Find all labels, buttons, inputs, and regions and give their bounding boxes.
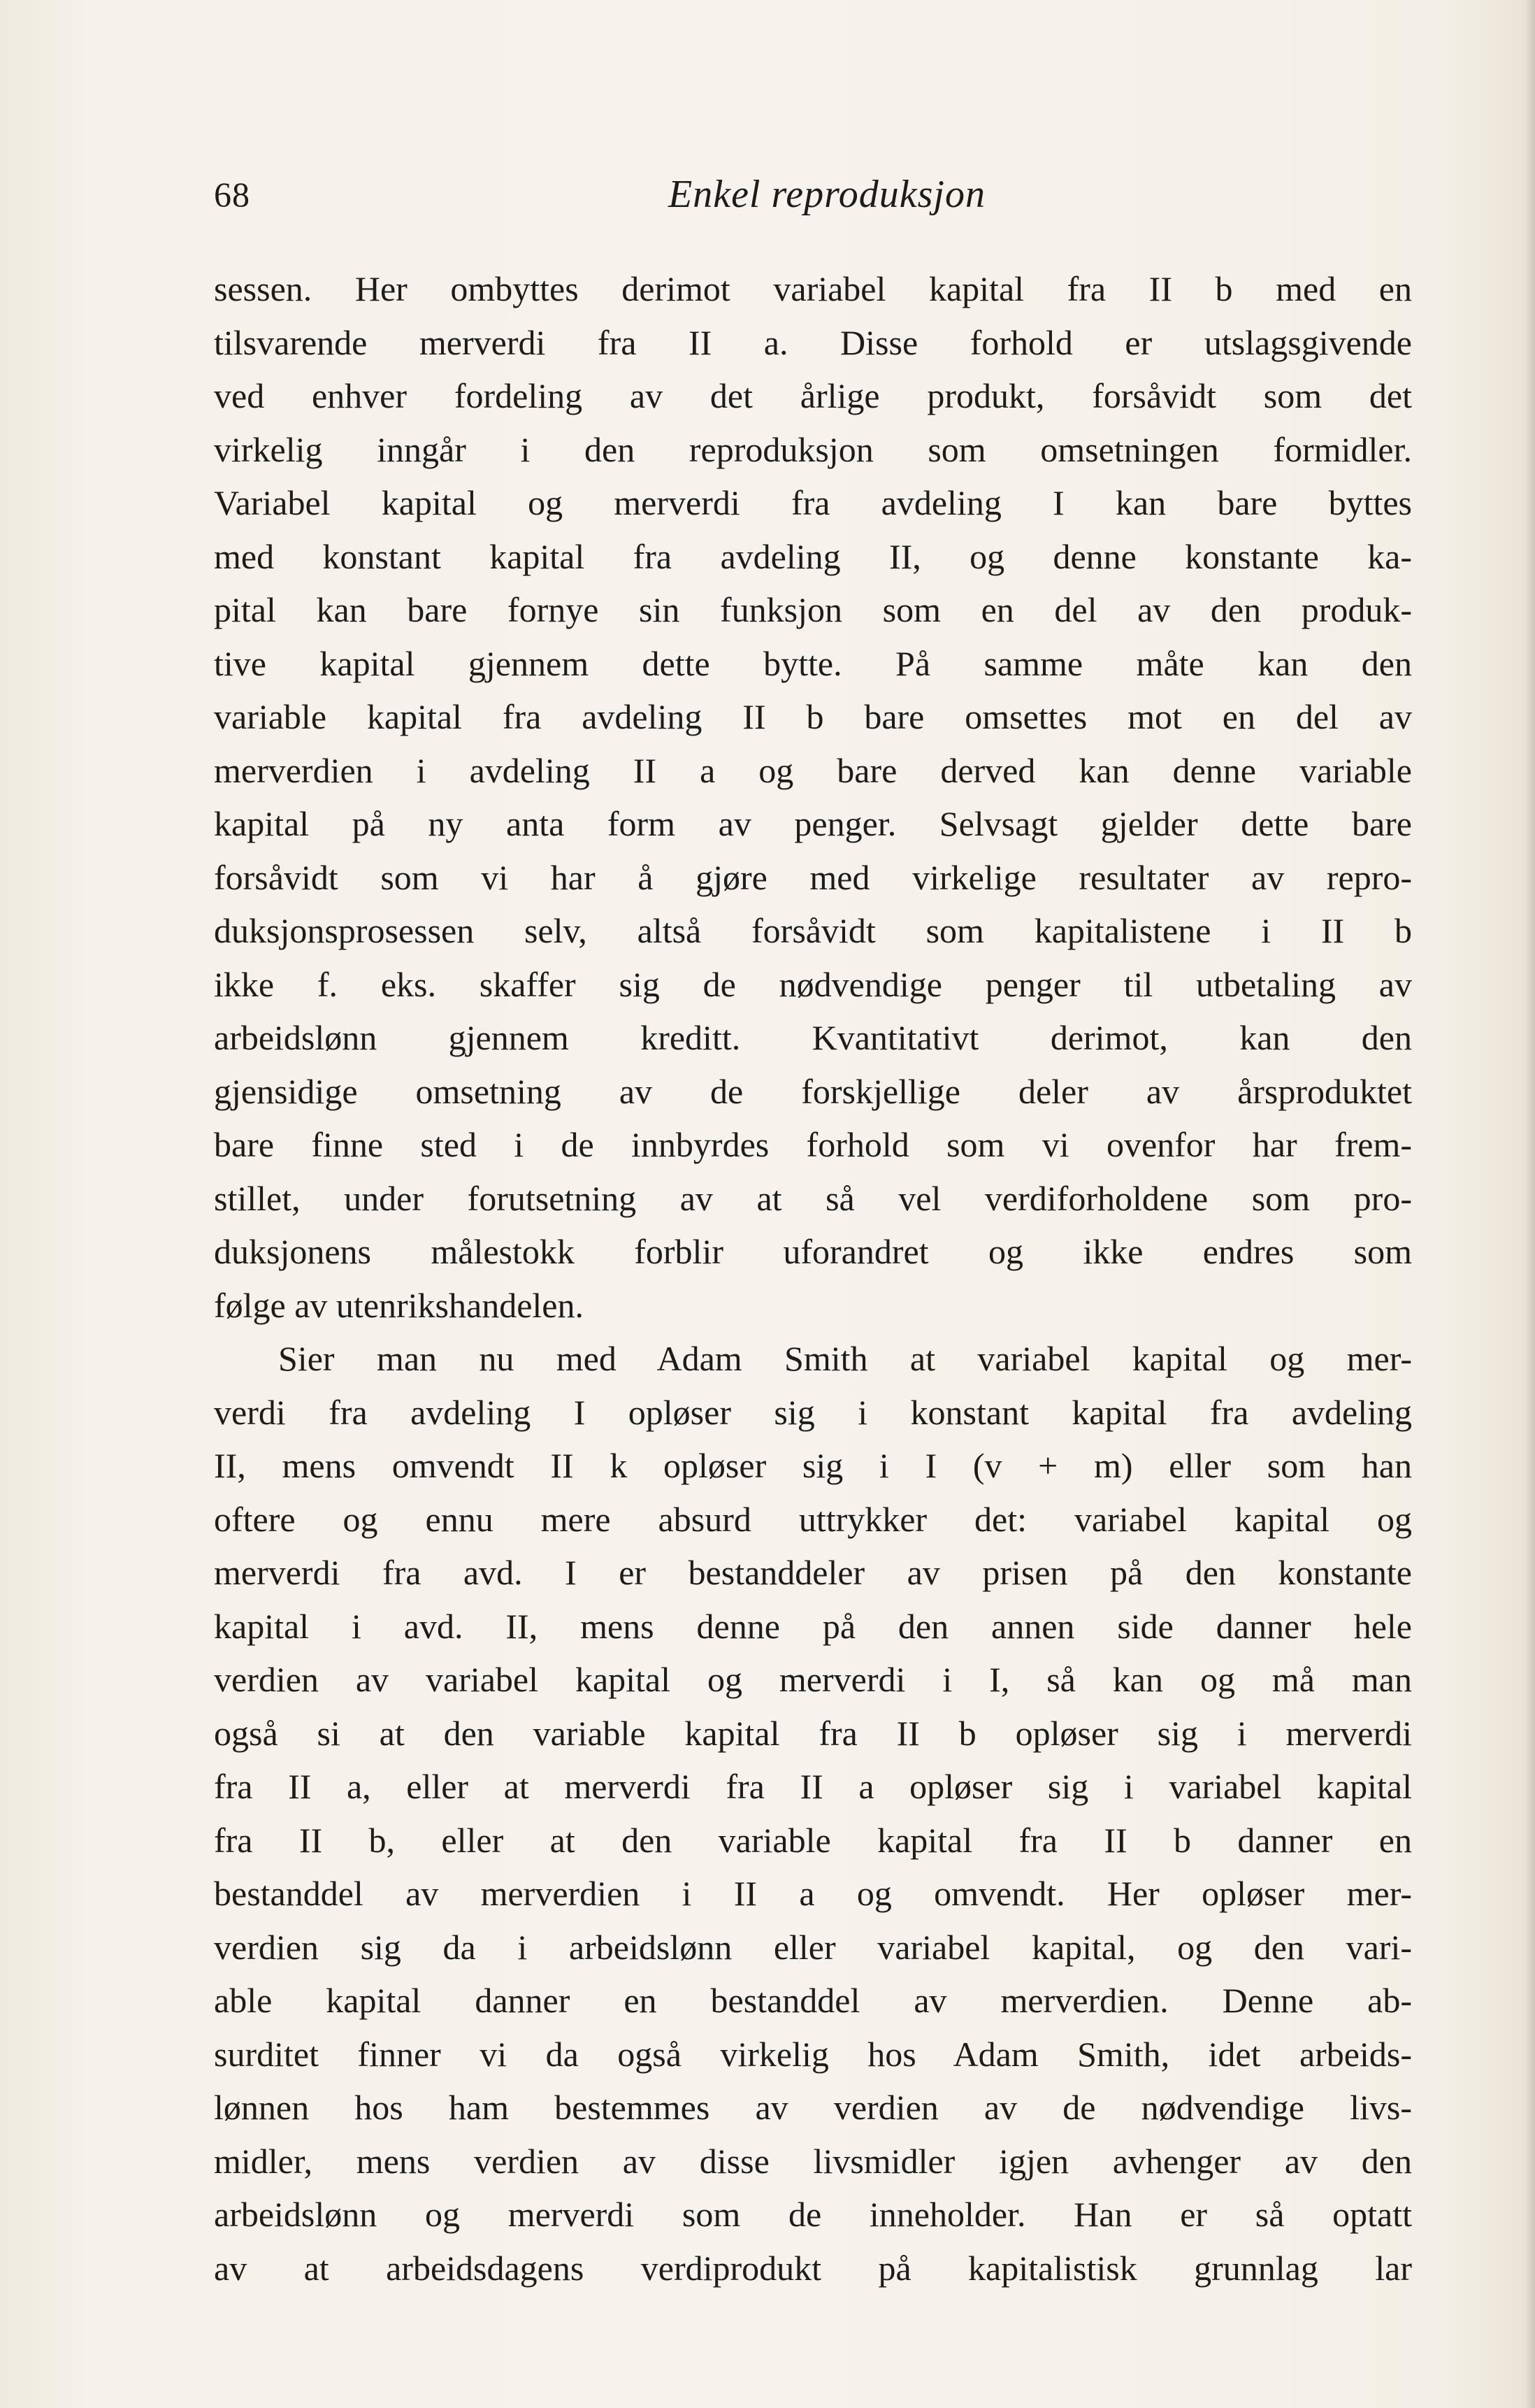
text-line: også si at den variable kapital fra II b opløser sig i merverdi [214, 1713, 1412, 1753]
text-line: med konstant kapital fra avdeling II, og denne konstante ka- [214, 536, 1412, 576]
text-line: Variabel kapital og merverdi fra avdeling I kan bare byttes [214, 483, 1412, 522]
body-text [214, 262, 1412, 2295]
paragraph-end-line: følge av utenrikshandelen. [214, 1285, 584, 1325]
text-line: av at arbeidsdagens verdiprodukt på kapitalistisk grunnlag lar [214, 2248, 1412, 2288]
text-line: forsåvidt som vi har å gjøre med virkelige resultater av repro- [214, 857, 1412, 897]
running-head [214, 166, 1412, 222]
text-line: verdien av variabel kapital og merverdi i I, så kan og må man [214, 1660, 1412, 1699]
text-line: verdien sig da i arbeidslønn eller variabel kapital, og den vari- [214, 1927, 1412, 1967]
text-line: sessen. Her ombyttes derimot variabel kapital fra II b med en [214, 269, 1412, 308]
paragraph-start-line: Sier man nu med Adam Smith at variabel kapital og mer- [278, 1339, 1412, 1378]
text-line: ved enhver fordeling av det årlige produkt, forsåvidt som det [214, 376, 1412, 415]
text-line: pital kan bare fornye sin funksjon som en del av den produk- [214, 590, 1412, 629]
text-line: lønnen hos ham bestemmes av verdien av de nødvendige livs- [214, 2088, 1412, 2127]
text-line: merverdien i avdeling II a og bare derved kan denne variable [214, 750, 1412, 790]
text-line: variable kapital fra avdeling II b bare omsettes mot en del av [214, 697, 1412, 736]
text-line: merverdi fra avd. I er bestanddeler av prisen på den konstante [214, 1553, 1412, 1592]
text-line: duksjonsprosessen selv, altså forsåvidt som kapitalistene i II b [214, 911, 1412, 950]
text-line: II, mens omvendt II k opløser sig i I (v + m) eller som han [214, 1446, 1412, 1485]
page-number: 68 [214, 175, 250, 214]
text-line: arbeidslønn gjennem kreditt. Kvantitativt derimot, kan den [214, 1018, 1412, 1057]
text-line: fra II b, eller at den variable kapital fra II b danner en [214, 1820, 1412, 1860]
page-heading: Enkel reproduksjon [668, 173, 986, 216]
text-line: stillet, under forutsetning av at så vel verdiforholdene som pro- [214, 1178, 1412, 1218]
text-line: arbeidslønn og merverdi som de inneholder. Han er så optatt [214, 2195, 1412, 2234]
text-line: tive kapital gjennem dette bytte. På samme måte kan den [214, 643, 1412, 683]
text-line: midler, mens verdien av disse livsmidler igjen avhenger av den [214, 2141, 1412, 2181]
text-line: bare finne sted i de innbyrdes forhold som vi ovenfor har frem- [214, 1125, 1412, 1164]
text-line: virkelig inngår i den reproduksjon som omsetningen formidler. [214, 429, 1412, 469]
text-line: surditet finner vi da også virkelig hos Adam Smith, idet arbeids- [214, 2034, 1412, 2074]
text-line: oftere og ennu mere absurd uttrykker det: variabel kapital og [214, 1499, 1412, 1539]
text-line: tilsvarende merverdi fra II a. Disse forhold er utslagsgivende [214, 322, 1412, 362]
page-edge-shadow [1525, 0, 1535, 2408]
text-line: fra II a, eller at merverdi fra II a opløser sig i variabel kapital [214, 1767, 1412, 1806]
text-line: verdi fra avdeling I opløser sig i konstant kapital fra avdeling [214, 1392, 1412, 1432]
text-line: kapital på ny anta form av penger. Selvsagt gjelder dette bare [214, 804, 1412, 843]
text-line: gjensidige omsetning av de forskjellige deler av årsproduktet [214, 1071, 1412, 1111]
text-line: duksjonens målestokk forblir uforandret og ikke endres som [214, 1232, 1412, 1271]
text-line: bestanddel av merverdien i II a og omvendt. Her opløser mer- [214, 1874, 1412, 1913]
text-line: kapital i avd. II, mens denne på den annen side danner hele [214, 1606, 1412, 1646]
text-line: ikke f. eks. skaffer sig de nødvendige penger til utbetaling av [214, 964, 1412, 1004]
text-line: able kapital danner en bestanddel av merverdien. Denne ab- [214, 1981, 1412, 2020]
